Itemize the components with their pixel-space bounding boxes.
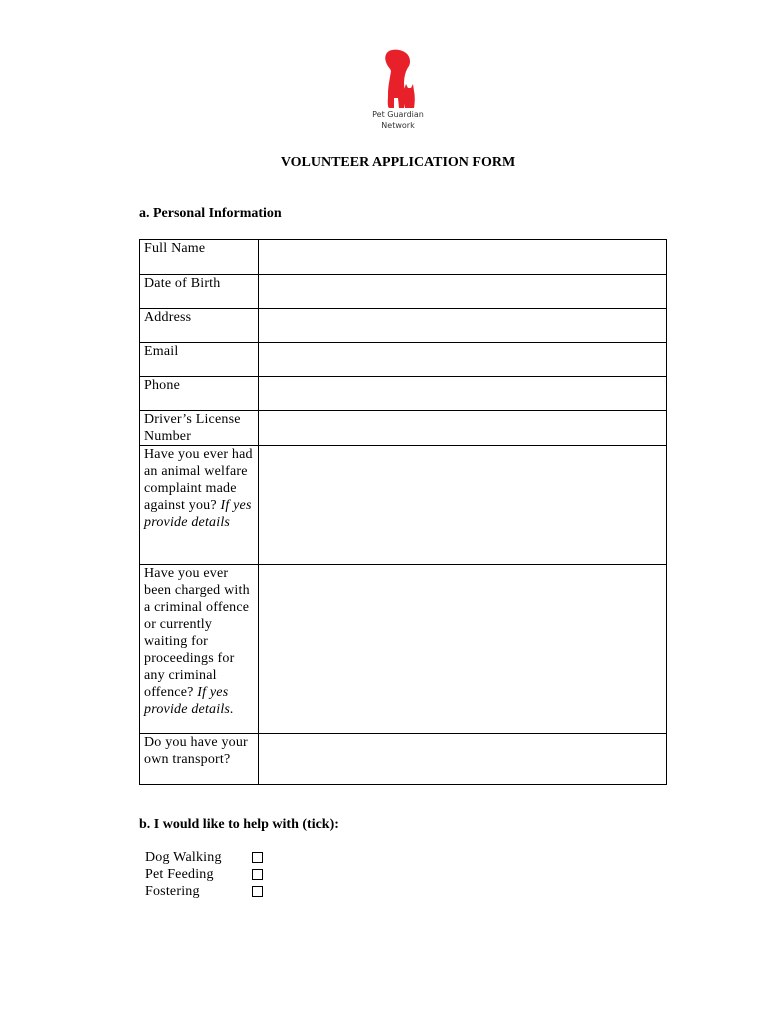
table-row <box>140 446 667 565</box>
row-label: Driver’s License Number <box>140 411 259 446</box>
list-item <box>145 866 263 883</box>
fostering-checkbox[interactable] <box>252 886 263 897</box>
option-label: Pet Feeding <box>145 867 214 882</box>
personal-info-table <box>139 239 667 785</box>
dog-and-cat-silhouette-icon <box>382 48 416 110</box>
table-row <box>140 377 667 411</box>
row-label: Date of Birth <box>140 275 259 309</box>
section-a-heading: a. Personal Information <box>139 206 282 221</box>
row-label: Address <box>140 309 259 343</box>
row-label: Have you ever been charged with a criminal offence or currently waiting for proceedings for any criminal offence? If yes provide details. <box>140 565 259 734</box>
row-label: Email <box>140 343 259 377</box>
table-row <box>140 309 667 343</box>
full-name-field[interactable] <box>259 240 667 275</box>
criminal-offence-field[interactable] <box>259 565 667 734</box>
row-label: Do you have your own transport? <box>140 734 259 785</box>
table-row <box>140 565 667 734</box>
table-row <box>140 734 667 785</box>
address-field[interactable] <box>259 309 667 343</box>
phone-field[interactable] <box>259 377 667 411</box>
table-row <box>140 240 667 275</box>
list-item <box>145 883 263 900</box>
logo-text-line1: Pet Guardian <box>372 110 424 119</box>
logo-text-line2: Network <box>381 121 415 130</box>
table-row <box>140 411 667 446</box>
dog-walking-checkbox[interactable] <box>252 852 263 863</box>
row-note: If yes provide details <box>144 498 252 530</box>
form-title: VOLUNTEER APPLICATION FORM <box>280 155 516 170</box>
section-b-heading: b. I would like to help with (tick): <box>139 817 339 832</box>
row-label: Full Name <box>140 240 259 275</box>
own-transport-field[interactable] <box>259 734 667 785</box>
date-of-birth-field[interactable] <box>259 275 667 309</box>
list-item <box>145 849 263 866</box>
row-label: Have you ever had an animal welfare complaint made against you? If yes provide details <box>140 446 259 565</box>
help-options-list <box>145 849 263 900</box>
logo <box>368 48 428 134</box>
pet-feeding-checkbox[interactable] <box>252 869 263 880</box>
row-label: Phone <box>140 377 259 411</box>
animal-welfare-complaint-field[interactable] <box>259 446 667 565</box>
email-field[interactable] <box>259 343 667 377</box>
option-label: Fostering <box>145 884 200 899</box>
option-label: Dog Walking <box>145 850 222 865</box>
table-row <box>140 343 667 377</box>
row-note: If yes provide details. <box>144 685 234 717</box>
table-row <box>140 275 667 309</box>
drivers-license-field[interactable] <box>259 411 667 446</box>
